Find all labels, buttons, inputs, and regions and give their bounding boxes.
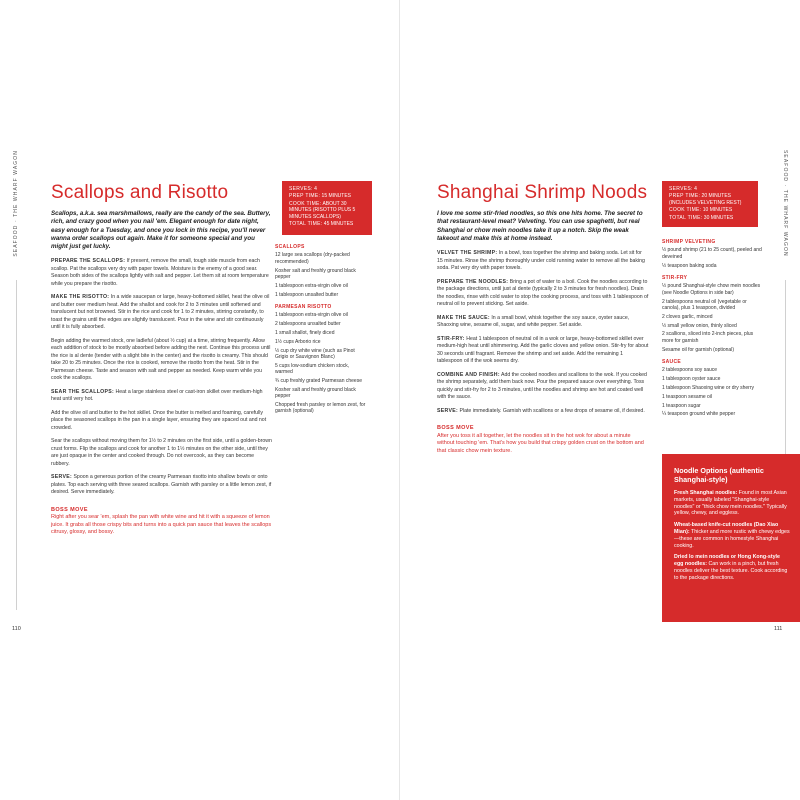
method-step <box>437 315 649 330</box>
spread-gutter <box>399 0 400 800</box>
ingredient-item: Chopped fresh parsley or lemon zest, for garnish (optional) <box>275 402 366 415</box>
info-row <box>669 193 751 206</box>
info-value: 10 MINUTES <box>701 207 733 214</box>
ingredients-column-left <box>275 238 367 417</box>
info-key: TOTAL TIME: <box>669 214 703 221</box>
info-key: COOK TIME: <box>669 207 702 214</box>
ingredient-item: 1 teaspoon sugar <box>662 402 701 409</box>
ingredient-item: 12 large sea scallops (dry-packed recommended) <box>275 252 350 265</box>
method-step <box>51 389 273 404</box>
method-step-label: PREPARE THE NOODLES: <box>437 278 509 285</box>
noodle-option-name: Fresh Shanghai noodles: <box>674 490 738 496</box>
ingredient-heading: SHRIMP VELVETING <box>662 239 716 245</box>
ingredient-item: 1½ cups Arborio rice <box>275 338 321 345</box>
ingredient-item: 1 tablespoon Shaoxing wine or dry sherry <box>662 385 754 392</box>
info-row <box>289 186 365 192</box>
recipe-intro-right: I love me some stir-fried noodles, so this one hits home. The secret to that restaurant-level meat? Velveting. You can use spaghetti, but real Shanghai or chow mein noodles take it up a notch. Skip the weak takeout and make this at home instead. <box>437 210 643 242</box>
boss-move-title: BOSS MOVE <box>51 506 88 513</box>
noodle-option-text: Can work in a pinch, but fresh noodles deliver the best texture. Cook according to the package directions. <box>674 561 788 581</box>
method-step <box>51 474 273 497</box>
noodle-options-list <box>674 490 790 582</box>
noodle-option <box>674 554 790 581</box>
noodle-option <box>674 490 790 517</box>
ingredient-item: 2 tablespoons unsalted butter <box>275 321 341 328</box>
method-step <box>437 336 649 366</box>
method-step <box>51 338 273 383</box>
method-step-text: Bring a pot of water to a boil. Cook the noodles according to the package directions, until just al dente (typically 2 to 3 minutes for fresh noodles). Drain the noodles, rinse with cold water to stop the cooking process, and toss with 1 tablespoon of neutral oil to prevent sticking. Set aside. <box>437 278 649 307</box>
method-step-label: SERVE: <box>51 474 73 480</box>
method-step-text: Plate immediately. Garnish with scallions or a few drops of sesame oil, if desired. <box>458 407 645 414</box>
method-step <box>437 250 649 273</box>
boss-move-text: Right after you sear 'em, splash the pan with white wine and hit it with a squeeze of lemon juice. It grabs all those crispy bits and turns into a quick pan sauce that leaves the scallops citrusy, glossy, and bossy. <box>51 514 272 536</box>
boss-move-tip <box>51 507 273 537</box>
method-step-label: MAKE THE SAUCE: <box>437 314 490 321</box>
time-info-box-left <box>282 181 372 235</box>
ingredient-item: ¾ cup freshly grated Parmesan cheese <box>275 378 362 385</box>
ingredient-item: 5 cups low-sodium chicken stock, warmed <box>275 362 350 376</box>
boss-move-text: After you toss it all together, let the noodles sit in the hot wok for about a minute without touching 'em. That's how you build that crispy golden crust on the bottom and that classic chow mein texture. <box>437 432 644 454</box>
method-step-label: MAKE THE RISOTTO: <box>51 294 110 300</box>
info-value: 4 <box>312 186 317 192</box>
ingredient-item: 1 small shallot, finely diced <box>275 330 335 337</box>
running-head-left: SEAFOOD · THE WHARF WAGON <box>13 150 19 257</box>
noodle-options-sidebar <box>662 454 800 622</box>
method-step-text: Heat a large stainless steel or cast-iron skillet over medium-high heat until very hot. <box>51 388 263 402</box>
recipe-title-right: Shanghai Shrimp Noods <box>437 182 648 203</box>
info-row <box>289 193 365 199</box>
method-step <box>51 438 273 468</box>
boss-move-title: BOSS MOVE <box>437 425 474 431</box>
ingredient-item: ¼ teaspoon ground white pepper <box>662 411 736 418</box>
info-key: PREP TIME: <box>289 193 321 200</box>
method-step-text: Heat 1 tablespoon of neutral oil in a wok or large, heavy-bottomed skillet over medium-high heat until shimmering. Add the garlic cloves and yellow onion. Stir-fry for about 30 seconds until fragrant. Remove the shrimp and set aside. Add the remaining 1 tablespoon oil if the wok seems dry. <box>437 335 649 364</box>
ingredient-heading: STIR-FRY <box>662 275 688 282</box>
info-row <box>669 207 751 213</box>
method-column-right <box>437 250 649 455</box>
method-step-text: In a bowl, toss together the shrimp and baking soda. Let sit for 15 minutes. Rinse the shrimp thoroughly under cold running water to remove all the baking soda. Pat very dry with paper towels. <box>437 250 645 271</box>
ingredient-heading: PARMESAN RISOTTO <box>275 304 332 311</box>
ingredient-item: Sesame oil for garnish (optional) <box>662 346 734 353</box>
info-key: TOTAL TIME: <box>289 221 323 228</box>
ingredient-item: Kosher salt and freshly ground black pepper <box>275 386 356 400</box>
noodle-option <box>674 522 790 549</box>
noodle-option-text: Thicker and more rustic with chewy edges—these are common in homestyle Shanghai cooking. <box>674 528 790 549</box>
time-info-box-right <box>662 181 758 227</box>
method-step <box>51 258 273 288</box>
info-value: 4 <box>692 186 697 192</box>
method-step-label: SEAR THE SCALLOPS: <box>51 388 115 395</box>
info-value: 30 MINUTES <box>702 214 734 221</box>
info-key: COOK TIME: <box>289 200 322 207</box>
method-step <box>437 279 649 309</box>
running-head-rule-left <box>16 280 17 610</box>
ingredient-item: 1 tablespoon oyster sauce <box>662 376 721 383</box>
method-step-label: VELVET THE SHRIMP: <box>437 250 498 256</box>
noodle-options-title: Noodle Options (authentic Shanghai-style) <box>674 466 764 484</box>
method-step <box>51 410 273 433</box>
info-key: SERVES: <box>669 186 693 192</box>
method-step-text: Add the olive oil and butter to the hot skillet. Once the butter is melted and foaming, carefully place the seasoned scallops in the pan in a single layer, ensuring they are spaced out and not crowded. <box>51 409 267 431</box>
page-number-right: 111 <box>774 626 783 632</box>
boss-move-tip <box>437 425 649 455</box>
recipe-intro-left: Scallops, a.k.a. sea marshmallows, really are the candy of the sea. Buttery, rich, and crazy good when you nail 'em. Elegant enough for date night, easy enough for a Tuesday, and once you lock in this recipe, you'll never wanna order scallops out again. Make it for someone special and you might just get lucky. <box>51 210 271 251</box>
ingredient-item: ½ pound shrimp (21 to 25 count), peeled and deveined <box>662 247 762 260</box>
method-step-text: In a small bowl, whisk together the soy sauce, oyster sauce, Shaoxing wine, sesame oil, sugar, and white pepper. Set aside. <box>437 314 630 328</box>
info-row <box>289 201 365 220</box>
method-step-text: Sear the scallops without moving them for 1½ to 2 minutes on the first side, until a golden-brown crust forms. Flip the scallops and cook for another 1 to 1½ minutes on the other side, until they are just opaque in the center and cooked through. Do not overcook, as they can become rubbery. <box>51 438 272 467</box>
method-column-left <box>51 258 273 537</box>
noodle-option-text: Found in most Asian markets, usually labeled "Shanghai-style noodles" or "thick chow mein noodles." Typically yellow, chewy, and eggless. <box>674 490 787 517</box>
ingredients-column-right <box>662 233 762 420</box>
recipe-title-left: Scallops and Risotto <box>51 182 229 203</box>
ingredient-item: 1 teaspoon sesame oil <box>662 393 713 400</box>
method-step-label: STIR-FRY: <box>437 335 465 342</box>
ingredient-item: 1 tablespoon unsalted butter <box>275 291 339 298</box>
method-step <box>437 408 649 416</box>
method-step-label: PREPARE THE SCALLOPS: <box>51 258 126 264</box>
info-value: 15 MINUTES <box>320 193 352 200</box>
ingredient-item: ½ pound Shanghai-style chow mein noodles (see Noodle Options in side bar) <box>662 283 761 296</box>
ingredient-item: 1 tablespoon extra-virgin olive oil <box>275 312 348 319</box>
noodle-option-name: Wheat-based knife-cut noodles (Dao Xiao Mian): <box>674 522 779 535</box>
ingredient-item: 1 tablespoon extra-virgin olive oil <box>275 282 348 289</box>
noodle-option-name: Dried lo mein noodles or Hong Kong-style egg noodles: <box>674 554 780 568</box>
method-step-label: SERVE: <box>437 407 459 414</box>
page-number-left: 110 <box>12 626 21 632</box>
info-row <box>669 186 751 192</box>
method-step-label: COMBINE AND FINISH: <box>437 371 500 378</box>
info-key: SERVES: <box>289 186 313 192</box>
ingredient-item: ½ teaspoon baking soda <box>662 262 717 269</box>
method-step-text: Begin adding the warmed stock, one ladleful (about ½ cup) at a time, stirring frequently. Allow each addition of stock to be mostly absorbed before adding the next. Continue this process until the rice is al dente (tender with a slight bite in the center) and the risotto is creamy. This should take 20 to 25 minutes. Once the rice is cooked, remove the risotto from the heat. Stir in the Parmesan cheese. Taste and season with salt and pepper as needed. Keep warm while you cook the scallops. <box>51 337 271 381</box>
info-row <box>669 215 751 221</box>
ingredient-heading: SAUCE <box>662 359 682 366</box>
info-row <box>289 221 365 227</box>
info-key: PREP TIME: <box>669 193 701 200</box>
method-step-text: Spoon a generous portion of the creamy Parmesan risotto into shallow bowls or onto plates. Top each serving with three seared scallops. Garnish with parsley or a little lemon zest, if desired. Serve immediately. <box>51 474 272 495</box>
ingredient-heading: SCALLOPS <box>275 244 305 250</box>
ingredient-item: 2 cloves garlic, minced <box>662 313 713 320</box>
ingredient-item: ½ cup dry white wine (such as Pinot Grigio or Sauvignon Blanc) <box>275 347 355 361</box>
running-head-right: SEAFOOD · THE WHARF WAGON <box>782 150 788 257</box>
method-step-text: In a wide saucepan or large, heavy-bottomed skillet, heat the olive oil and butter over medium heat. Add the shallot and cook for 2 to 3 minutes until softened and translucent but not browned. Stir in the rice and cook for 1 to 2 minutes, stirring constantly, to toast the grains until the edges are slightly translucent. Pour in the wine and stir continuously until it is fully absorbed. <box>51 294 270 330</box>
ingredient-item: 2 scallions, sliced into 2-inch pieces, plus more for garnish <box>662 331 754 344</box>
method-step-text: If present, remove the small, tough side muscle from each scallop. Pat the scallops very dry with paper towels. Moisture is the enemy of a good sear. Season both sides of the scallops lightly with salt and pepper. Let them sit at room temperature while you prepare the risotto. <box>51 258 269 287</box>
method-step <box>51 294 273 332</box>
info-value: ABOUT 30 MINUTES (RISOTTO PLUS 5 MINUTES SCALLOPS) <box>289 200 356 220</box>
info-value: 20 MINUTES (INCLUDES VELVETING REST) <box>669 193 742 206</box>
method-step-text: Add the cooked noodles and scallions to the wok. If you cooked the shrimp separately, add them back now. Pour the prepared sauce over everything. Toss quickly and stir-fry for 2 to 3 minutes, until the noodles and shrimp are hot and coated well with the sauce. <box>437 371 647 400</box>
ingredient-item: 2 tablespoons soy sauce <box>662 367 718 374</box>
info-value: 45 MINUTES <box>322 221 354 228</box>
method-step <box>437 372 649 402</box>
ingredient-item: ½ small yellow onion, thinly sliced <box>662 322 737 329</box>
ingredient-item: Kosher salt and freshly ground black pepper <box>275 267 356 281</box>
ingredient-item: 2 tablespoons neutral oil (vegetable or canola), plus 1 teaspoon, divided <box>662 298 747 312</box>
